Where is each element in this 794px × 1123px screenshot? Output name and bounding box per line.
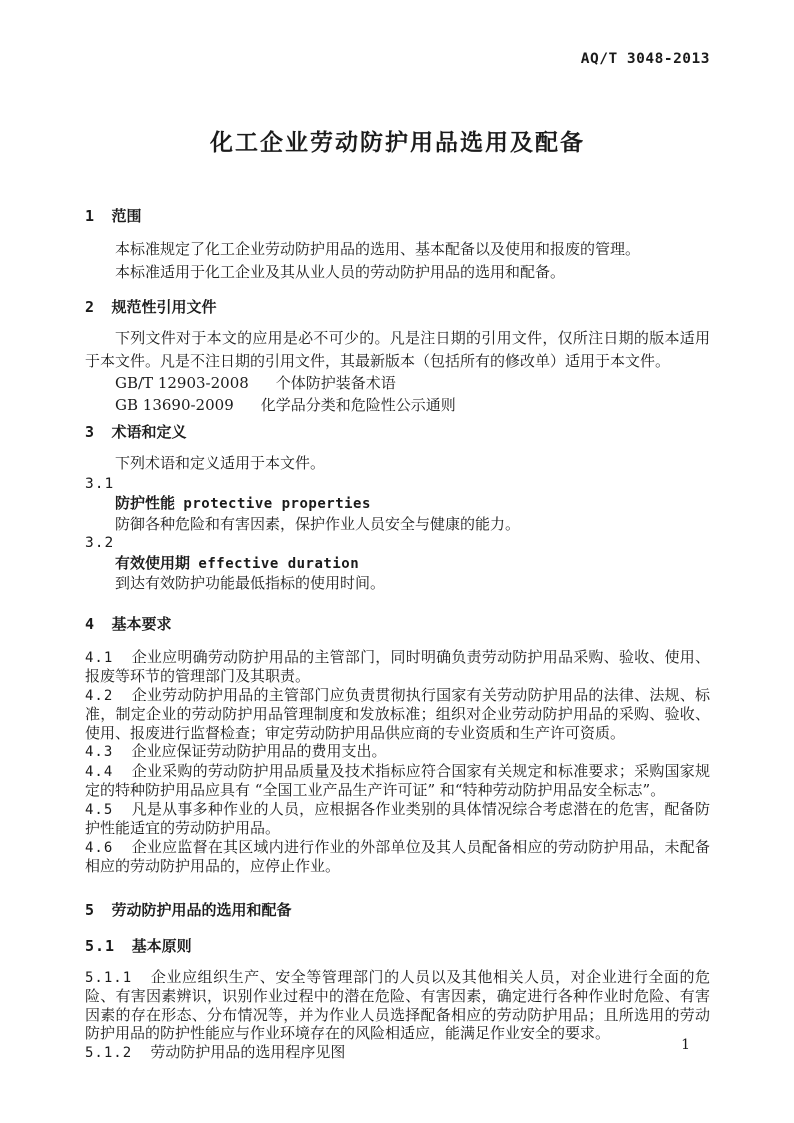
scope-paragraph: 本标准规定了化工企业劳动防护用品的选用、基本配备以及使用和报废的管理。: [115, 240, 641, 258]
section-scope: [85, 206, 710, 283]
clause-text: 企业劳动防护用品的主管部门应负责贯彻执行国家有关劳动防护用品的法律、法规、标准，制定企业的劳动防护用品管理制度和发放标准；组织对企业劳动防护用品的采购、验收、使用、报废进行监督检查；审定劳动防护用品供应商的专业资质和生产许可资质。: [85, 685, 710, 742]
section-title: 术语和定义: [111, 423, 187, 441]
scope-paragraph: 本标准适用于化工企业及其从业人员的劳动防护用品的选用和配备。: [115, 262, 566, 281]
doc-number: AQ/T 3048-2013: [580, 51, 710, 67]
section-title: 规范性引用文件: [111, 298, 217, 316]
clause-text: 凡是从事多种作业的人员，应根据各作业类别的具体情况综合考虑潜在的危害，配备防护性能适宜的劳动防护用品。: [85, 799, 710, 837]
term-name-english: protective properties: [183, 496, 371, 512]
term-name-chinese: 有效使用期: [115, 553, 191, 572]
section-title: 基本要求: [111, 614, 172, 633]
clause: [85, 648, 710, 686]
clause-number: 5.1.1: [85, 969, 133, 986]
term-entry: [85, 475, 710, 535]
section-basic-requirements: [85, 614, 710, 876]
term-definition: 防御各种危险和有害因素，保护作业人员安全与健康的能力。: [115, 514, 521, 533]
section-basic-heading: [85, 614, 710, 634]
clause-text: 企业应明确劳动防护用品的主管部门，同时明确负责劳动防护用品采购、验收、使用、报废等环节的管理部门及其职责。: [85, 647, 710, 685]
terms-intro: 下列术语和定义适用于本文件。: [115, 454, 326, 472]
subsection-basic-principles-heading: [85, 936, 710, 956]
clause-text: 企业应组织生产、安全等管理部门的人员以及其他相关人员，对企业进行全面的危险、有害因素辨识，识别作业过程中的潜在危险、有害因素，确定进行各种作业时危险、有害因素的存在形态、分布情况等，并为作业人员选择配备相应的劳动防护用品；且所选用的劳动防护用品的防护性能应与作业环境存在的风险相适应，能满足作业安全的要求。: [85, 967, 710, 1042]
clause: [85, 1043, 710, 1063]
clause-number: 4.1: [85, 649, 114, 666]
reference-name: 化学品分类和危险性公示通则: [260, 396, 456, 414]
section-terms-definitions: [85, 422, 710, 594]
section-title: 劳动防护用品的选用和配备: [111, 900, 292, 919]
clause-number: 5.1.2: [85, 1044, 133, 1061]
section-title: 范围: [111, 207, 142, 225]
section-selection-heading: [85, 900, 710, 920]
clause-number: 4.5: [85, 801, 114, 818]
page-number: 1: [681, 1037, 690, 1053]
term-entry: [85, 534, 710, 594]
clause: [85, 742, 710, 762]
section-terms-heading: [85, 422, 710, 442]
clause: [85, 800, 710, 838]
reference-code: GB 13690-2009: [115, 396, 234, 414]
reference-code: GB/T 12903-2008: [115, 374, 249, 392]
clause-number: 4.4: [85, 763, 114, 780]
section-selection-allocation: [85, 900, 710, 1063]
subsection-title: 基本原则: [131, 936, 192, 955]
section-normative-references: [85, 297, 710, 416]
document-header: [85, 50, 710, 68]
section-refs-heading: [85, 297, 710, 317]
clause-number: 4.2: [85, 687, 114, 704]
section-number: 1: [85, 207, 96, 225]
section-number: 5: [85, 900, 96, 919]
clause-text: 劳动防护用品的选用程序见图: [150, 1042, 346, 1061]
clause: [85, 686, 710, 743]
term-name: [85, 494, 710, 515]
section-number: 2: [85, 298, 96, 316]
clause: [85, 762, 710, 800]
clause-number: 4.6: [85, 839, 114, 856]
section-number: 3: [85, 423, 96, 441]
clause: [85, 838, 710, 876]
term-number: 3.1: [85, 475, 115, 492]
clause-text: 企业应保证劳动防护用品的费用支出。: [131, 742, 387, 760]
term-name-english: effective duration: [198, 555, 360, 572]
clause: [85, 968, 710, 1043]
term-number: 3.2: [85, 535, 115, 551]
reference-item: [85, 372, 710, 394]
subsection-number: 5.1: [85, 936, 116, 955]
term-definition: 到达有效防护功能最低指标的使用时间。: [115, 574, 386, 592]
section-scope-heading: [85, 206, 710, 226]
reference-name: 个体防护装备术语: [275, 374, 396, 392]
clause-text: 企业采购的劳动防护用品质量及技术指标应符合国家有关规定和标准要求；采购国家规定的特种防护用品应具有 “全国工业产品生产许可证” 和“特种劳动防护用品安全标志”。: [85, 761, 710, 799]
term-name-chinese: 防护性能: [115, 494, 176, 512]
doc-title: 化工企业劳动防护用品选用及配备: [210, 130, 585, 156]
reference-item: [85, 394, 710, 416]
section-number: 4: [85, 614, 96, 633]
term-name: [85, 554, 710, 575]
clause-number: 4.3: [85, 744, 114, 760]
clause-text: 企业应监督在其区域内进行作业的外部单位及其人员配备相应的劳动防护用品，未配备相应的劳动防护用品的，应停止作业。: [85, 837, 710, 875]
refs-intro: 下列文件对于本文的应用是必不可少的。凡是注日期的引用文件，仅所注日期的版本适用于本文件。凡是不注日期的引用文件，其最新版本（包括所有的修改单）适用于本文件。: [85, 329, 710, 370]
